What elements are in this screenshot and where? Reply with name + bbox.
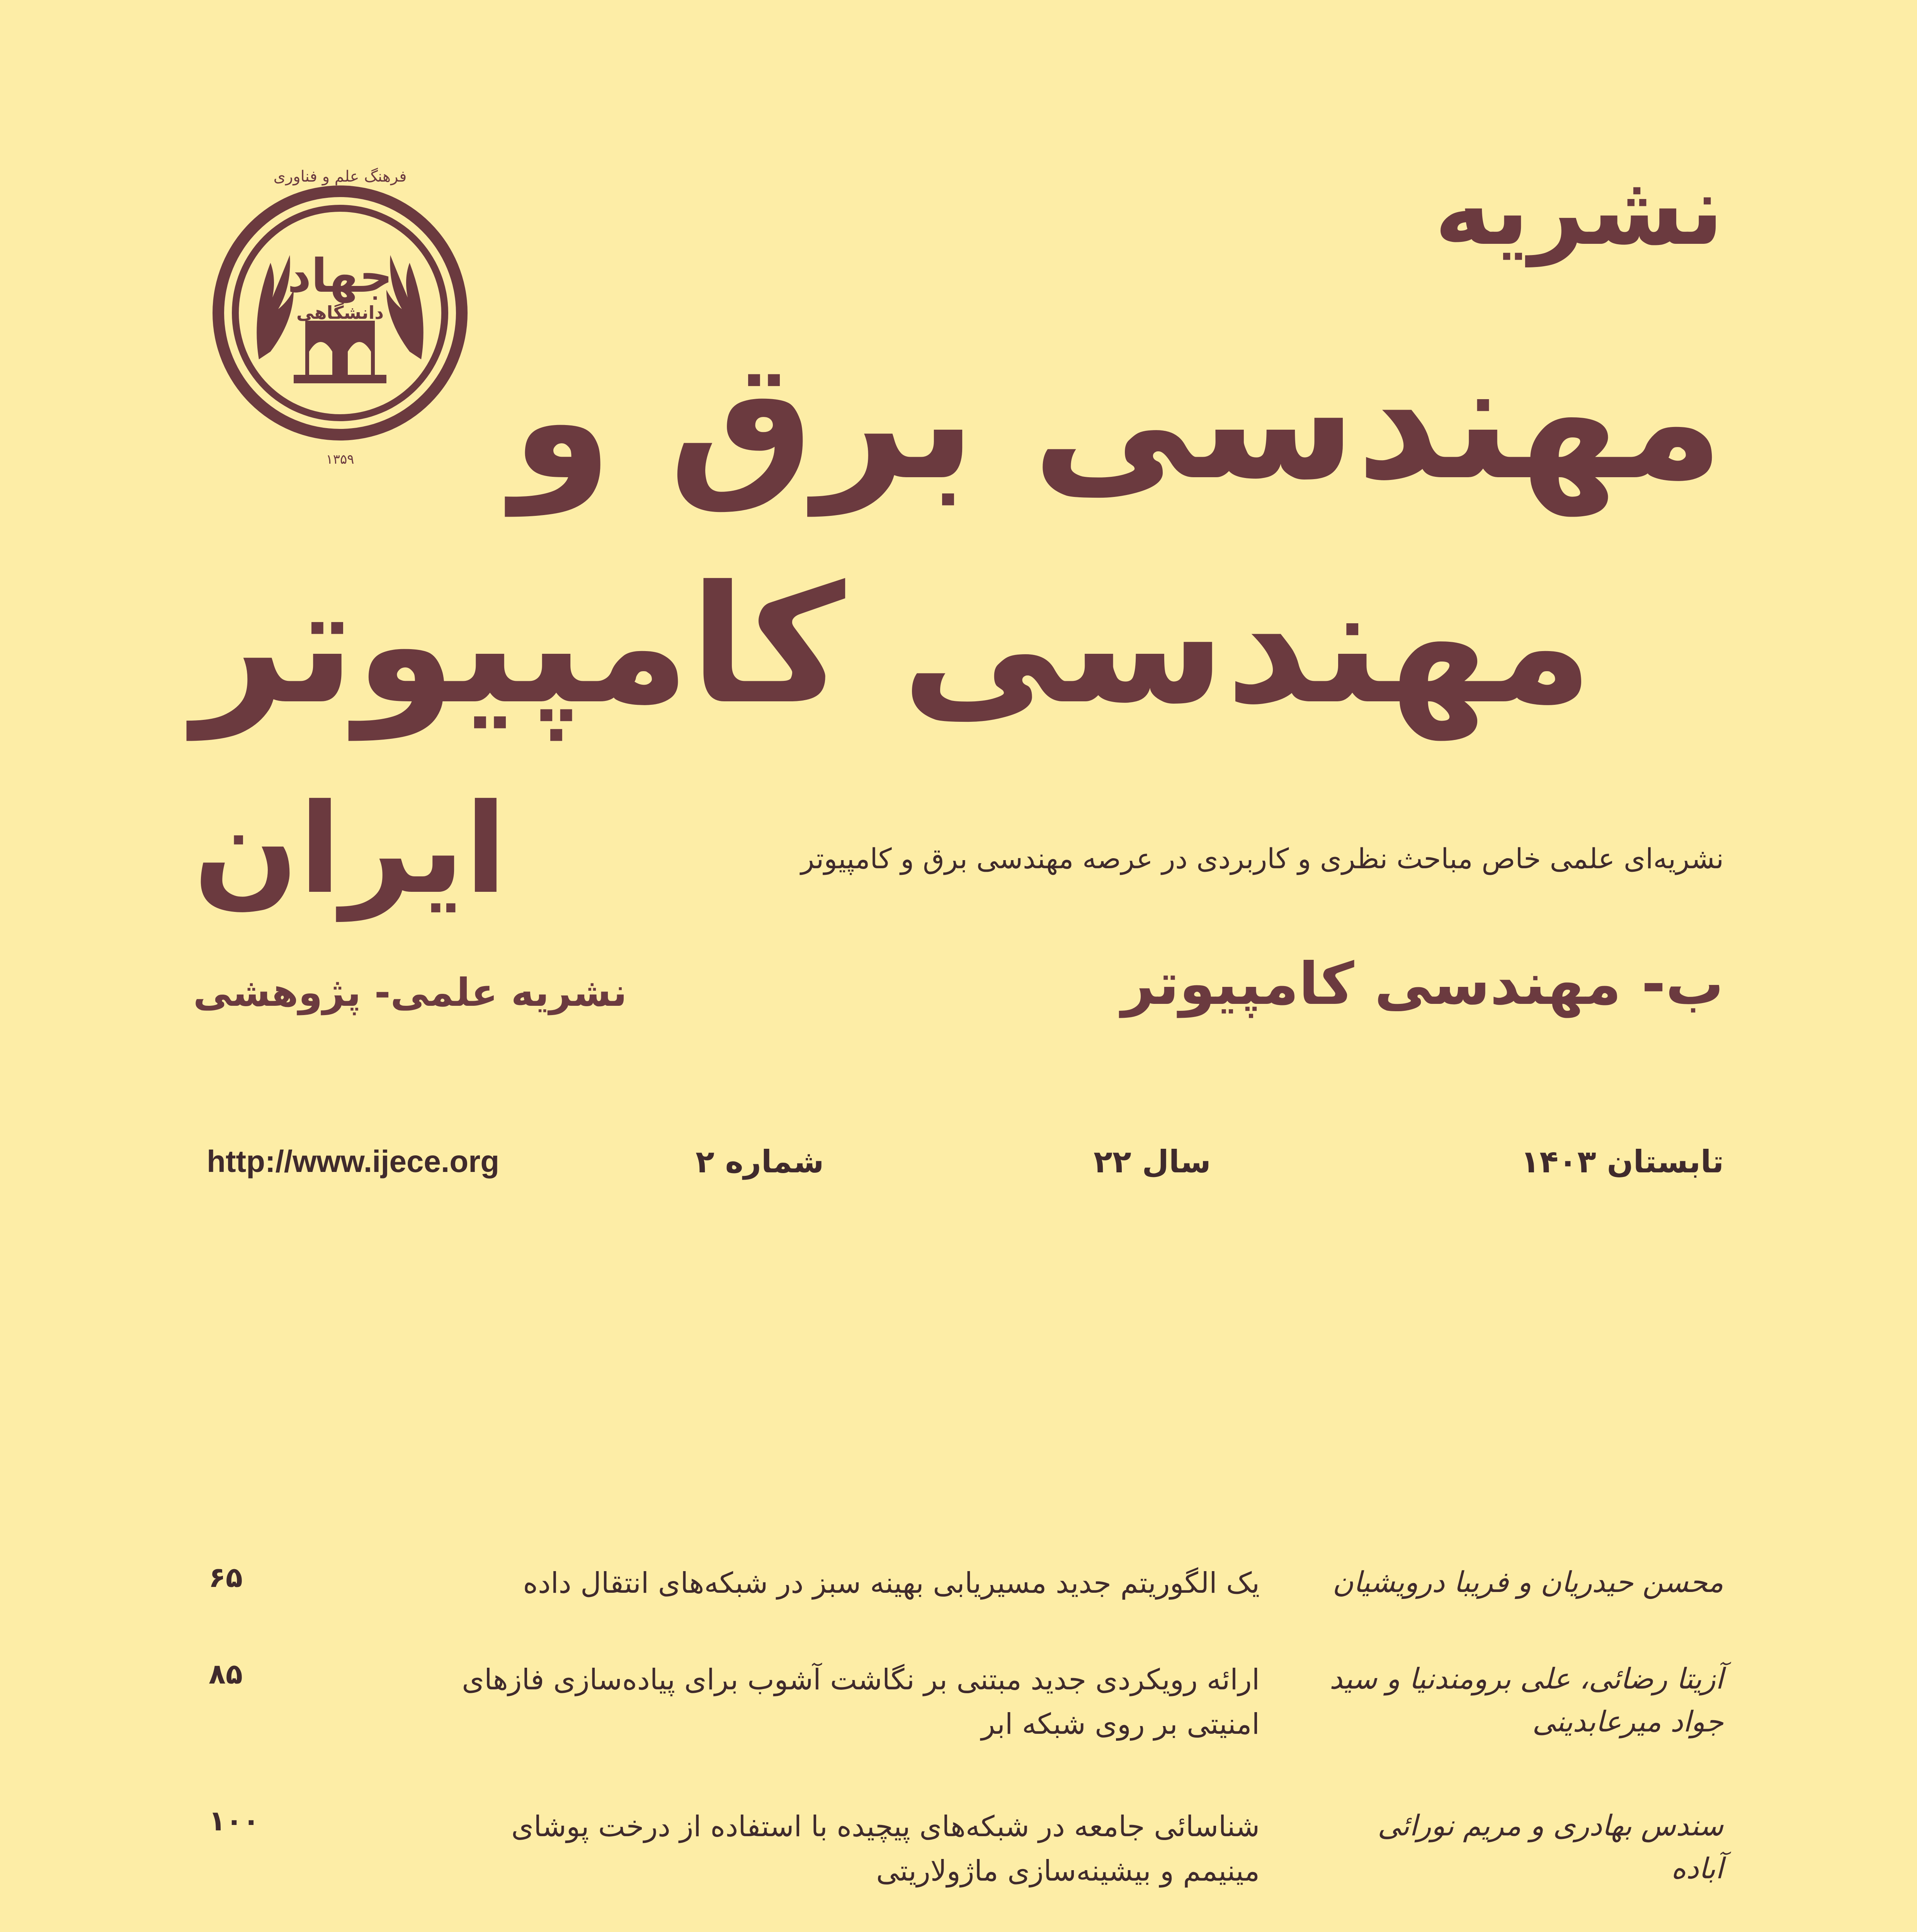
logo-motto: فرهنگ علم و فناوری xyxy=(273,168,407,185)
toc-title: یک الگوریتم جدید مسیریابی بهینه سبز در شبکه‌های انتقال داده xyxy=(523,1566,1260,1600)
toc-entry[interactable] xyxy=(193,1561,1723,1619)
journal-section: ب- مهندسی کامپیوتر xyxy=(1121,951,1724,1018)
table-of-contents xyxy=(193,1561,1723,1932)
journal-tagline: نشریه‌ای علمی خاص مباحث نظری و کاربردی در عرصه مهندسی برق و کامپیوتر xyxy=(801,842,1724,875)
toc-page: ۸۵ xyxy=(209,1658,243,1690)
toc-title: ارائه رویکردی جدید مبتنی بر نگاشت آشوب برای پیاده‌سازی فازهای امنیتی بر روی شبکه ابر xyxy=(462,1663,1260,1741)
toc-entry[interactable] xyxy=(193,1804,1723,1913)
journal-title-line3: ایران xyxy=(193,777,507,921)
journal-kicker: نشریه xyxy=(1434,154,1724,267)
journal-title-line1: مهندسی برق و xyxy=(511,327,1724,516)
toc-authors: سندس بهادری و مریم نورائی آباده xyxy=(1378,1809,1723,1885)
logo-year: ۱۳۵۹ xyxy=(326,452,354,467)
toc-authors: محسن حیدریان و فریبا درویشیان xyxy=(1332,1566,1723,1599)
logo-subname: دانشگاهی xyxy=(296,302,384,323)
jahad-daneshgahi-logo xyxy=(193,158,487,471)
toc-page: ۱۰۰ xyxy=(209,1804,260,1837)
publication-type: نشریه علمی- پژوهشی xyxy=(193,970,627,1015)
toc-title: شناسائی جامعه در شبکه‌های پیچیده با استفاده از درخت پوشای مینیمم و بیشینه‌سازی ماژولاریتی xyxy=(511,1810,1260,1888)
toc-page: ۶۵ xyxy=(209,1561,243,1594)
issue-year: سال ۲۲ xyxy=(1094,1144,1211,1180)
issue-season: تابستان ۱۴۰۳ xyxy=(1521,1144,1724,1180)
toc-entry[interactable] xyxy=(193,1658,1723,1766)
journal-website-link[interactable]: http://www.ijece.org xyxy=(207,1144,500,1179)
journal-title-line2: مهندسی کامپیوتر xyxy=(193,551,1593,740)
toc-authors: آزیتا رضائی، علی برومندنیا و سید جواد میرعابدینی xyxy=(1329,1662,1723,1738)
issue-number: شماره ۲ xyxy=(696,1144,824,1180)
logo-name: جهاد xyxy=(287,249,393,303)
